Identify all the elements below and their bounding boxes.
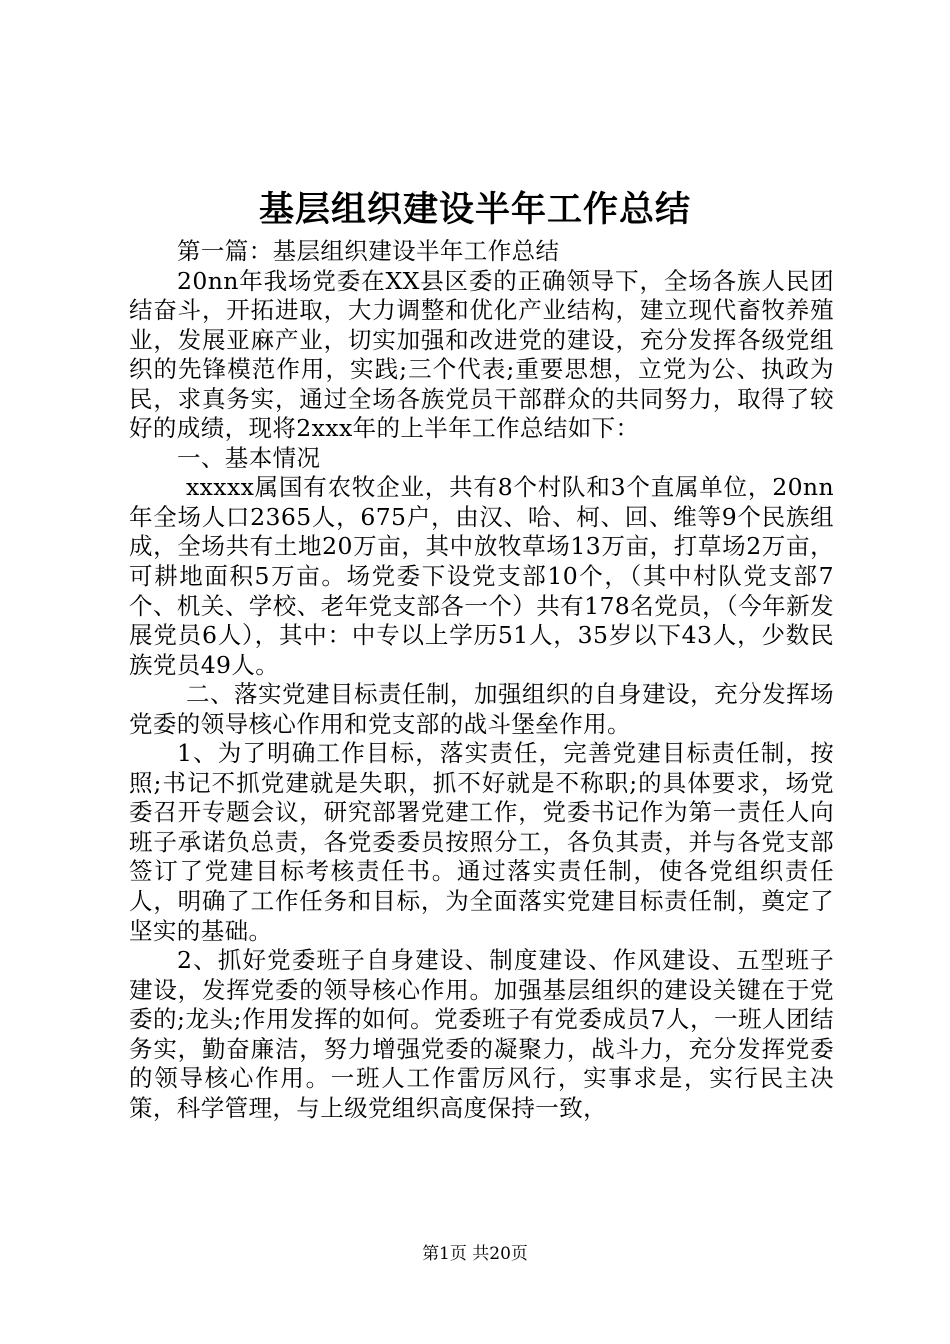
section-heading: 第一篇：基层组织建设半年工作总结 bbox=[177, 237, 560, 265]
section-heading: 一、基本情况 bbox=[177, 443, 321, 472]
paragraph: 二、落实党建目标责任制，加强组织的自身建设，充分发挥场党委的领导核心作用和党支部的战斗堡垒作用。 bbox=[129, 680, 834, 738]
paragraph: 20nn年我场党委在XX县区委的正确领导下，全场各族人民团结奋斗，开拓进取，大力调整和优化产业结构，建立现代畜牧养殖业，发展亚麻产业，切实加强和改进党的建设，充分发挥各级党组织的先锋模范作用，实践;三个代表;重要思想，立党为公、执政为民，求真务实，通过全场各族党员干部群众的共同努力，取得了较好的成绩，现将2xxx年的上半年工作总结如下： bbox=[129, 266, 834, 443]
document-body bbox=[129, 237, 834, 1123]
document-title: 基层组织建设半年工作总结 bbox=[258, 189, 691, 230]
paragraph: 2、抓好党委班子自身建设、制度建设、作风建设、五型班子建设，发挥党委的领导核心作用。加强基层组织的建设关键在于党委的;龙头;作用发挥的如何。党委班子有党委成员7人，一班人团结务实，勤奋廉洁，努力增强党委的凝聚力，战斗力，充分发挥党委的领导核心作用。一班人工作雷厉风行，实事求是，实行民主决策，科学管理，与上级党组织高度保持一致， bbox=[129, 946, 834, 1122]
paragraph: xxxxx属国有农牧企业，共有8个村队和3个直属单位，20nn年全场人口2365人，675户，由汉、哈、柯、回、维等9个民族组成，全场共有土地20万亩，其中放牧草场13万亩，打草场2万亩，可耕地面积5万亩。场党委下设党支部10个，（其中村队党支部7个、机关、学校、老年党支部各一个）共有178名党员，（今年新发展党员6人），其中：中专以上学历51人，35岁以下43人，少数民族党员49人。 bbox=[129, 473, 834, 679]
page-footer: 第1页 共20页 bbox=[422, 1244, 528, 1264]
paragraph: 1、为了明确工作目标，落实责任，完善党建目标责任制，按照;书记不抓党建就是失职，抓不好就是不称职;的具体要求，场党委召开专题会议，研究部署党建工作，党委书记作为第一责任人向班子承诺负总责，各党委委员按照分工，各负其责，并与各党支部签订了党建目标考核责任书。通过落实责任制，使各党组织责任人，明确了工作任务和目标，为全面落实党建目标责任制，奠定了坚实的基础。 bbox=[129, 739, 834, 945]
